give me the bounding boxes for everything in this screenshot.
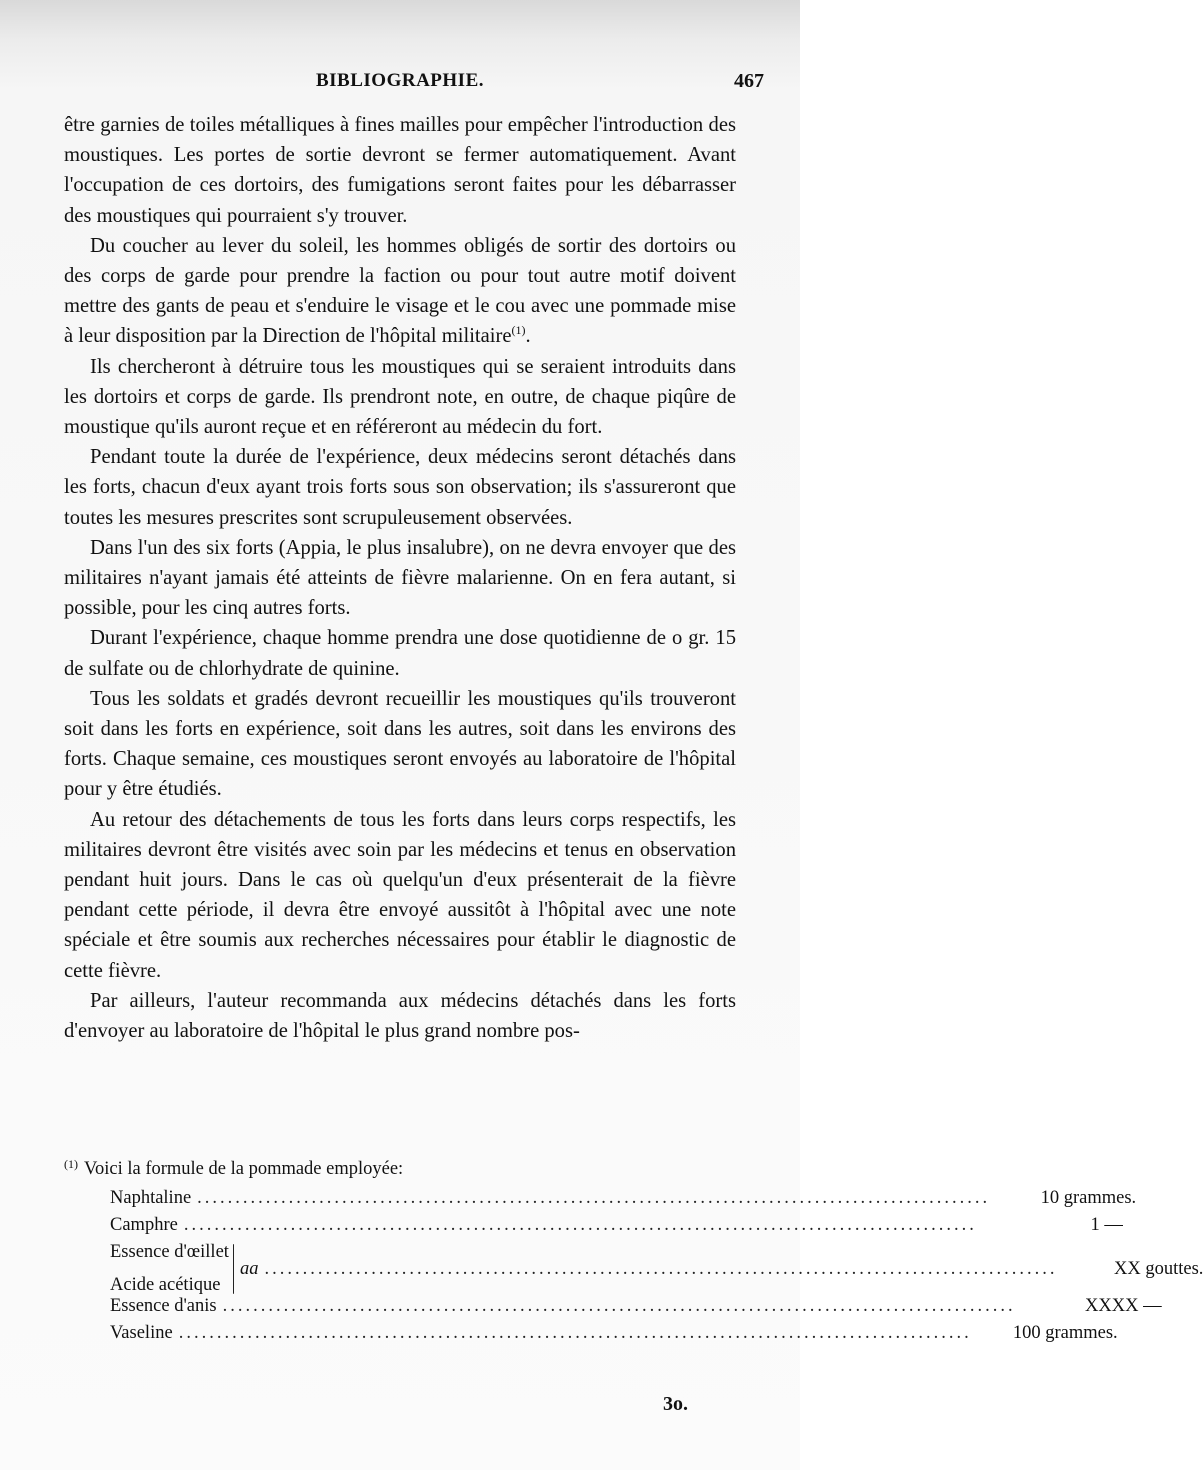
paragraph: être garnies de toiles métalliques à fines mailles pour empêcher l'introduction des moustiques. Les portes de sortie devront se fermer automatiquement. Avant l'occupation de ces dortoirs, des fumigations seront faites pour les débarrasser des moustiques qui pourraient s'y trouver. [64,114,736,227]
paragraph: Dans l'un des six forts (Appia, le plus insalubre), on ne devra envoyer que des militaires n'ayant jamais été atteints de fièvre malarienne. On en fera autant, si possible, pour les cinq autres forts. [64,536,736,620]
leader-dots [223,1296,1016,1317]
paragraph: Ils chercheront à détruire tous les moustiques qui se seraient introduits dans les dortoirs et corps de garde. Ils prendront note, en outre, de chaque piqûre de moustique qu'ils auront reçue et en référeront au médecin du fort. [64,355,736,439]
formula-row [110,1215,1123,1242]
signature-mark: 3o. [663,1393,688,1415]
formula-row [110,1188,1137,1215]
paragraph: Tous les soldats et gradés devront recueillir les moustiques qu'ils trouveront soit dans les forts en expérience, soit dans les autres, soit dans les environs des forts. Chaque semaine, ces moustiques seront envoyés au laboratoire de l'hôpital pour y être étudiés. [64,687,736,801]
footnote [64,1157,1203,1350]
page-header [0,70,800,100]
ingredient-name: Essence d'œillet [110,1242,229,1262]
paragraph-end: . [525,325,531,348]
ingredient-name: Acide acétique [110,1275,221,1295]
ingredient-quantity: XX gouttes. [1114,1258,1203,1279]
body-text [64,110,736,1046]
ingredient-name: Camphre [110,1215,178,1235]
formula-list [110,1188,1203,1350]
footnote-reference: (1) [511,323,526,338]
formula-row [110,1296,1162,1323]
footnote-marker: (1) [64,1157,78,1171]
leader-dots [184,1215,977,1236]
ingredient-quantity: 10 grammes. [1040,1188,1137,1208]
formula-row [110,1323,1118,1350]
ingredient-name: Essence d'anis [110,1296,217,1316]
ingredient-quantity: 100 grammes. [1012,1323,1118,1343]
footnote-intro [64,1157,744,1180]
paragraph-text: Du coucher au lever du soleil, les hommes obligés de sortir des dortoirs ou des corps de garde pour prendre la faction ou pour tout autre motif doivent mettre des gants de peau et s'enduire le visage et le cou avec une pommade mise à leur disposition par la Direction de l'hôpital militaire [64,234,736,348]
formula-group [110,1242,1203,1296]
paragraph: Au retour des détachements de tous les forts dans leurs corps respectifs, les militaires devront être visités avec soin par les médecins et tenus en observation pendant huit jours. Dans le cas où quelqu'un d'eux présenterait de la fièvre pendant cette période, il devra être envoyé aussitôt à l'hôpital avec une note spéciale et être soumis aux recherches nécessaires pour établir le diagnostic de cette fièvre. [64,808,736,982]
leader-dots [264,1259,1057,1280]
group-ingredients [110,1242,229,1296]
ingredient-name: Naphtaline [110,1188,192,1208]
footnote-intro-text: Voici la formule de la pommade employée: [84,1159,404,1179]
ingredient-quantity: XXXX — [1085,1296,1162,1316]
group-quantity-row [240,1242,1203,1296]
paragraph: Par ailleurs, l'auteur recommanda aux médecins détachés dans les forts d'envoyer au laboratoire de l'hôpital le plus grand nombre pos- [64,989,736,1043]
ana-abbreviation: aa [239,1258,259,1279]
brace [233,1244,234,1294]
paragraph: Pendant toute la durée de l'expérience, deux médecins seront détachés dans les forts, chacun d'eux ayant trois forts sous son observation; ils s'assureront que toutes les mesures prescrites sont scrupuleusement observées. [64,446,736,529]
paragraph [64,231,736,352]
leader-dots [179,1323,972,1344]
ingredient-quantity: 1 — [1090,1215,1123,1235]
leader-dots [197,1188,990,1209]
page-number: 467 [734,70,764,92]
paragraph: Durant l'expérience, chaque homme prendra une dose quotidienne de o gr. 15 de sulfate ou de chlorhydrate de quinine. [64,627,736,680]
running-head: BIBLIOGRAPHIE. [315,70,484,91]
ingredient-name: Vaseline [110,1323,173,1343]
